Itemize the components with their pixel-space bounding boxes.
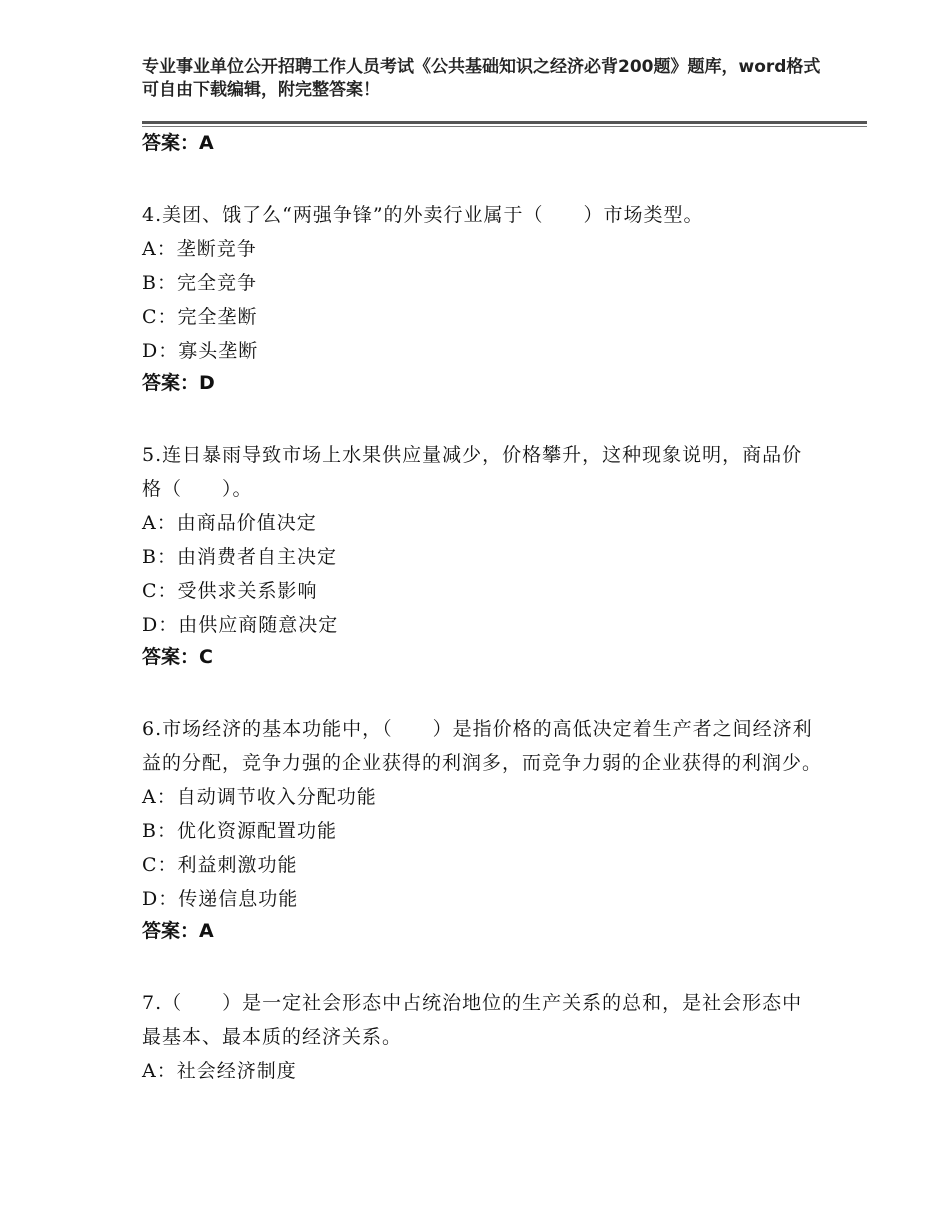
question-4-text: 4.美团、饿了么“两强争锋”的外卖行业属于（ ）市场类型。	[142, 204, 704, 226]
question-5-option-b: B：由消费者自主决定	[142, 546, 337, 568]
question-6-option-b: B：优化资源配置功能	[142, 820, 337, 842]
question-6-text: 6.市场经济的基本功能中，（ ）是指价格的高低决定着生产者之间经济利益的分配，竞争力强的企业获得的利润多，而竞争力弱的企业获得的利润少。	[142, 718, 823, 774]
question-5-text: 5.连日暴雨导致市场上水果供应量减少，价格攀升，这种现象说明，商品价格（ ）。	[142, 444, 803, 500]
question-7-option-a: A：社会经济制度	[142, 1060, 297, 1082]
document-header: 专业事业单位公开招聘工作人员考试《公共基础知识之经济必背200题》题库，word格式可自由下载编辑，附完整答案！	[142, 57, 821, 100]
question-6-option-d: D：传递信息功能	[142, 888, 299, 910]
header-divider-thick	[142, 121, 867, 124]
question-5-option-d: D：由供应商随意决定	[142, 614, 339, 636]
question-4-option-c: C：完全垄断	[142, 306, 258, 328]
question-4-option-b: B：完全竞争	[142, 272, 257, 294]
question-5-option-c: C：受供求关系影响	[142, 580, 318, 602]
question-5-option-a: A：由商品价值决定	[142, 512, 317, 534]
question-6-option-a: A：自动调节收入分配功能	[142, 786, 377, 808]
header-divider-thin	[142, 126, 867, 127]
question-4-option-d: D：寡头垄断	[142, 340, 259, 362]
answer-q5: 答案：C	[142, 646, 213, 668]
question-6-option-c: C：利益刺激功能	[142, 854, 298, 876]
answer-q6: 答案：A	[142, 920, 214, 942]
answer-q4: 答案：D	[142, 372, 215, 394]
question-list	[142, 128, 822, 1088]
question-4-option-a: A：垄断竞争	[142, 238, 257, 260]
question-7-text: 7.（ ）是一定社会形态中占统治地位的生产关系的总和，是社会形态中最基本、最本质的经济关系。	[142, 992, 803, 1048]
answer-q3: 答案：A	[142, 132, 214, 154]
